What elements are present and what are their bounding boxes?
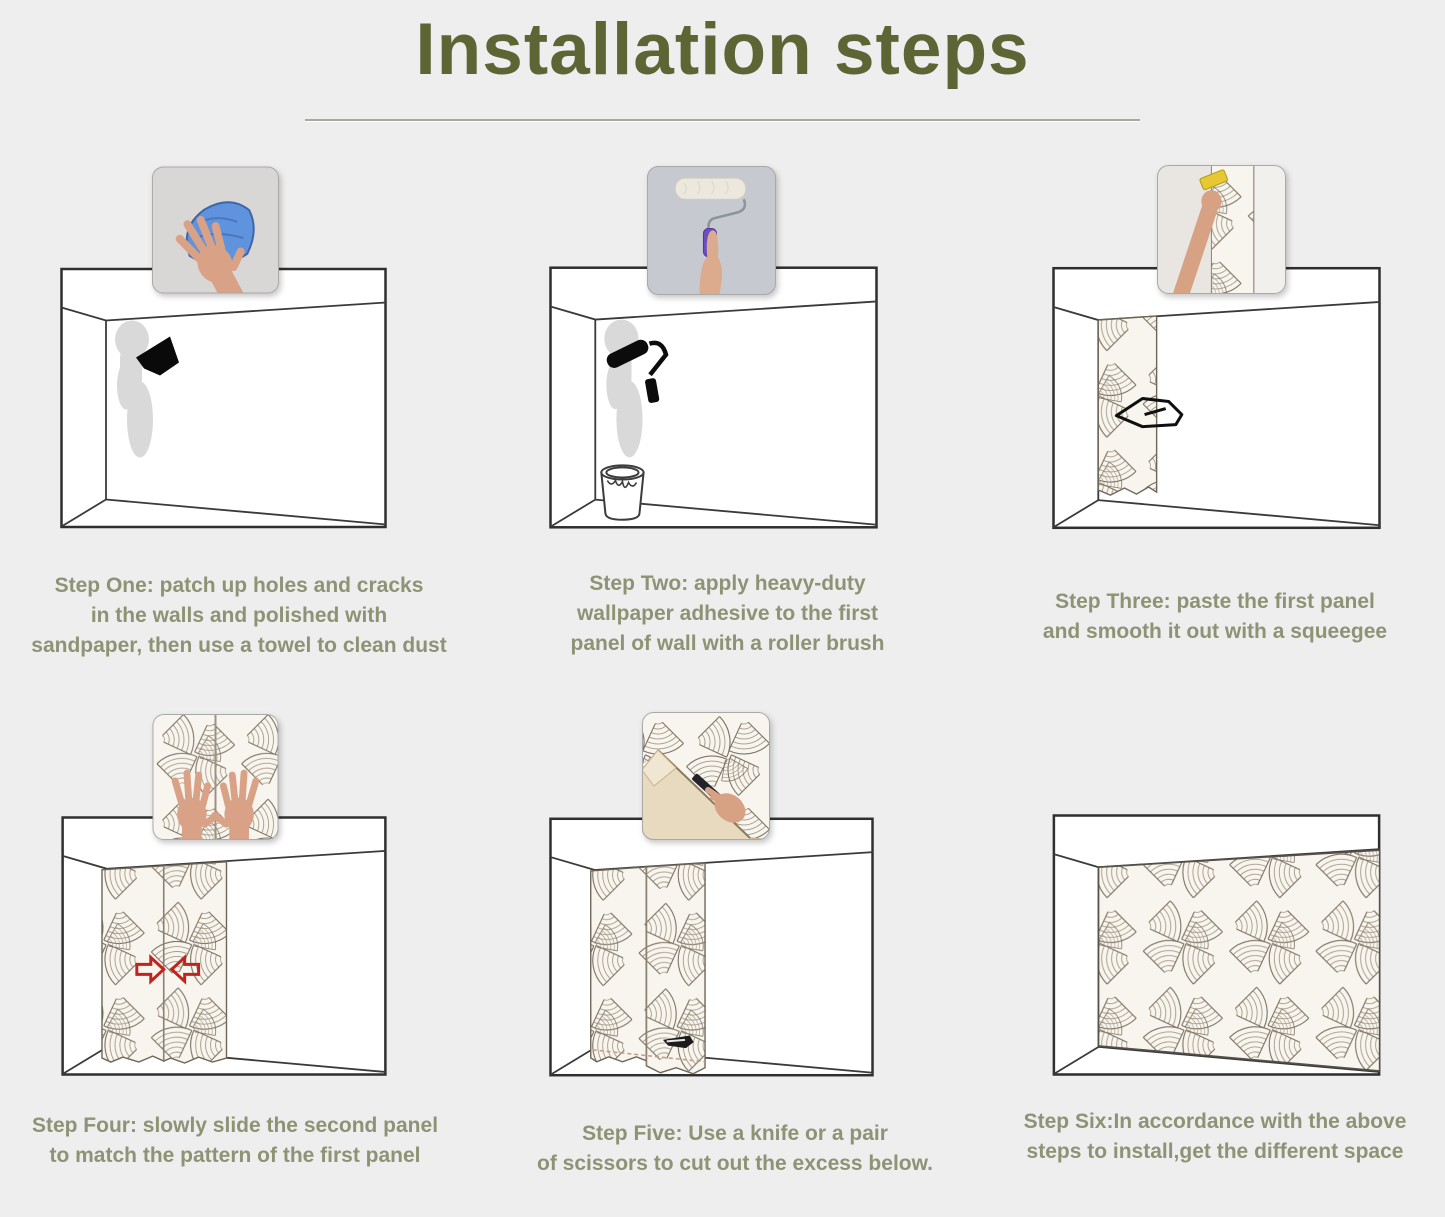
caption-line: Step Six:In accordance with the above <box>1023 1110 1407 1133</box>
caption-line: of scissors to cut out the excess below. <box>537 1152 933 1175</box>
caption-line: in the walls and polished with <box>90 604 388 627</box>
step-two-photo-thumbnail <box>647 166 776 295</box>
paint-bucket-icon <box>601 465 643 519</box>
page-title: Installation steps <box>415 9 1030 90</box>
step-one-photo-thumbnail <box>152 166 279 294</box>
caption-line: to match the pattern of the first panel <box>49 1144 421 1167</box>
step-three-caption <box>985 587 1445 647</box>
two-wallpaper-panels <box>102 862 227 1063</box>
step-four-photo-thumbnail <box>151 714 280 840</box>
first-wallpaper-panel <box>1098 316 1156 495</box>
caption-line: Step Four: slowly slide the second panel <box>31 1114 439 1137</box>
caption-line: Step Two: apply heavy-duty <box>589 572 866 595</box>
step-one-illustration <box>60 267 387 529</box>
step-five-illustration <box>549 816 874 1078</box>
fully-wallpapered-wall <box>1099 850 1380 1071</box>
step-six-caption <box>985 1107 1445 1167</box>
step-three-photo-thumbnail <box>1157 164 1286 295</box>
step-one-caption <box>0 571 478 661</box>
caption-line: panel of wall with a roller brush <box>570 632 885 655</box>
step-four-caption <box>0 1111 470 1171</box>
caption-line: Step Three: paste the first panel <box>1055 590 1375 613</box>
step-five-caption <box>495 1119 975 1179</box>
caption-line: Step Five: Use a knife or a pair <box>582 1122 888 1145</box>
caption-line: and smooth it out with a squeegee <box>1042 620 1388 643</box>
step-three-illustration <box>1052 266 1381 530</box>
step-five-photo-thumbnail <box>642 712 770 840</box>
step-two-illustration <box>549 266 878 529</box>
step-six-illustration <box>1052 814 1381 1076</box>
step-four-illustration <box>60 816 388 1076</box>
title-divider <box>305 119 1140 122</box>
step-two-caption <box>495 569 960 659</box>
caption-line: sandpaper, then use a towel to clean dust <box>31 634 447 657</box>
caption-line: wallpaper adhesive to the first <box>576 602 879 625</box>
caption-line: Step One: patch up holes and cracks <box>54 574 424 597</box>
caption-line: steps to install,get the different space <box>1026 1140 1404 1163</box>
